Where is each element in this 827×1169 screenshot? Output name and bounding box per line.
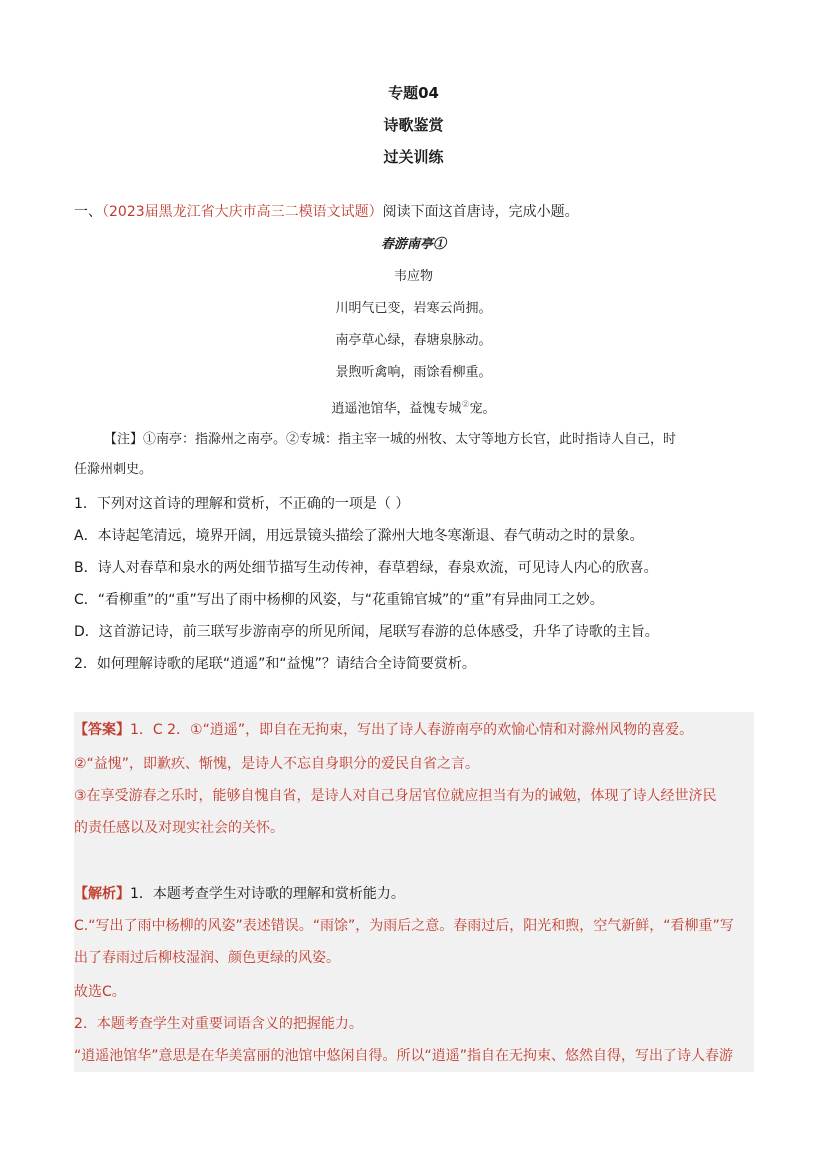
question-prompt: 阅读下面这首唐诗，完成小题。	[382, 204, 579, 220]
poem-line: 景煦听禽响，雨馀看柳重。	[335, 365, 492, 380]
poem-line: 南亭草心绿，春塘泉脉动。	[335, 333, 492, 348]
answer-line: 的责任感以及对现实社会的关怀。	[74, 820, 284, 836]
q1-stem: 1．下列对这首诗的理解和赏析，不正确的一项是（ ）	[74, 496, 410, 512]
poem-line-text: 逍遥池馆华，益愧专城	[331, 401, 462, 417]
q1-option-c: C．“看柳重”的“重”写出了雨中杨柳的风姿，与“花重锦官城”的“重”有异曲同工之妙。	[74, 592, 604, 608]
analysis-line	[74, 884, 405, 904]
question-number: 一、	[74, 204, 102, 220]
q2-stem: 2．如何理解诗歌的尾联“逍遥”和“益愧”？请结合全诗简要赏析。	[74, 656, 476, 672]
q1-option-a: A．本诗起笔清远，境界开阔，用远景镜头描绘了滁州大地冬寒渐退、春气萌动之时的景象。	[74, 528, 644, 544]
analysis-first: 1．本题考查学生对诗歌的理解和赏析能力。	[130, 886, 405, 902]
answer-line: ②“益愧”，即歉疚、惭愧，是诗人不忘自身职分的爱民自省之言。	[74, 756, 480, 772]
poem-line: 川明气已变，岩寒云尚拥。	[335, 301, 492, 316]
analysis-q2-head: 2．本题考查学生对重要词语含义的把握能力。	[74, 1016, 363, 1032]
section-heading: 过关训练	[383, 148, 444, 166]
analysis-line: C.“写出了雨中杨柳的风姿”表述错误。“雨馀”，为雨后之意。春雨过后，阳光和煦，空气新鲜，“看柳重”写	[74, 918, 734, 934]
question-intro	[74, 202, 579, 222]
topic-heading: 专题04	[388, 84, 439, 102]
analysis-q2-line: “逍遥池馆华”意思是在华美富丽的池馆中悠闲自得。所以“逍遥”指自在无拘束、悠然自得，写出了诗人春游	[74, 1048, 734, 1064]
note-line: 任滁州刺史。	[74, 462, 153, 477]
subject-heading: 诗歌鉴赏	[383, 116, 444, 134]
poem-line	[0, 395, 827, 419]
q1-option-b: B．诗人对春草和泉水的两处细节描写生动传神，春草碧绿，春泉欢流，可见诗人内心的欣喜。	[74, 560, 658, 576]
poem-title: 春游南亭①	[380, 237, 446, 252]
answer-text: 1．C 2．①“逍遥”，即自在无拘束，写出了诗人春游南亭的欢愉心情和对滁州风物的喜爱。	[130, 722, 694, 738]
analysis-line: 故选C。	[74, 984, 126, 1000]
poem-author: 韦应物	[393, 269, 433, 284]
answer-line: ③在享受游春之乐时，能够自愧自省，是诗人对自己身居官位就应担当有为的诫勉，体现了诗人经世济民	[74, 788, 717, 804]
answer-tag: 【答案】	[74, 722, 130, 738]
q1-option-d: D．这首游记诗，前三联写步游南亭的所见所闻，尾联写春游的总体感受，升华了诗歌的主旨。	[74, 624, 659, 640]
note-line: 【注】①南亭：指滁州之南亭。②专城：指主宰一城的州牧、太守等地方长官，此时指诗人自己，时	[104, 432, 677, 447]
answer-line	[74, 720, 693, 740]
analysis-line: 出了春雨过后柳枝湿润、颜色更绿的风姿。	[74, 950, 340, 966]
poem-line-end: 宠。	[469, 401, 496, 417]
footnote-mark: ②	[461, 400, 470, 410]
question-source: （2023届黑龙江省大庆市高三二模语文试题）	[102, 204, 383, 220]
analysis-tag: 【解析】	[74, 886, 130, 902]
